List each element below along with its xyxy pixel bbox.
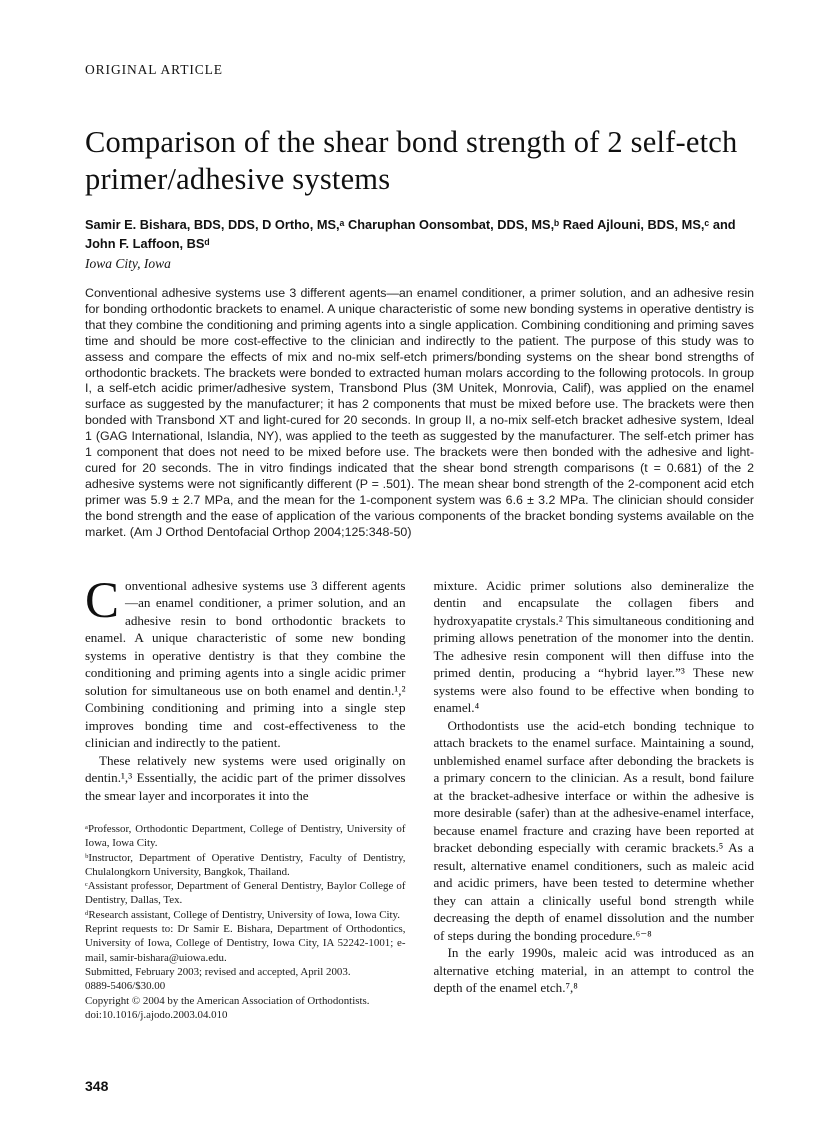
body-paragraph-text: onventional adhesive systems use 3 different agents—an enamel conditioner, a primer solution, and an adhesive resin to bond orthodontic brackets to enamel. A unique characteristic of some new bonding systems in operative dentistry is that they combine the conditioning and priming agents into a single acidic primer solution for simultaneous use on both enamel and dentin.¹,² Combining conditioning and priming into a single step improves bonding time and cost-effectiveness to the clinician and indirectly to the patient. xyxy=(85,577,406,750)
body-paragraph: Orthodontists use the acid-etch bonding technique to attach brackets to the enamel surface. Maintaining a sound, unblemished enamel surface after debonding the brackets is a primary concern to the clinician. As a result, bond failure at the bracket-adhesive interface or within the adhesive is more desirable (safer) than at the adhesive-enamel interface, because enamel fracture and crazing have been reported at bracket debonding especially with ceramic brackets.⁵ As a result, alternative enamel conditioners, such as maleic acid and acidic primers, have been tested to determine whether they can attain a clinically useful bond strength while decreasing the depth of enamel dissolution and the number of steps during the bonding procedure.⁶⁻⁸ xyxy=(433,717,754,943)
body-paragraph: mixture. Acidic primer solutions also demineralize the dentin and encapsulate the collagen fibers and hydroxyapatite crystals.² This simultaneous conditioning and priming allows penetration of the monomer into the dentin. The adhesive resin component will then diffuse into the primed dentin, producing a “hybrid layer.”³ These new systems were also found to be effective when bonding to enamel.⁴ xyxy=(433,577,754,715)
dropcap-letter: C xyxy=(85,572,120,629)
footnote-item: Reprint requests to: Dr Samir E. Bishara, Department of Orthodontics, University of Iowa, College of Dentistry, Iowa City, IA 52242-1001; e-mail, samir-bishara@uiowa.edu. xyxy=(85,923,406,964)
footnote-item: Submitted, February 2003; revised and accepted, April 2003. xyxy=(85,965,351,978)
footnote-item: ᵇInstructor, Department of Operative Dentistry, Faculty of Dentistry, Chulalongkorn University, Bangkok, Thailand. xyxy=(85,851,406,878)
body-paragraph xyxy=(85,572,406,752)
footnote-item: Copyright © 2004 by the American Association of Orthodontists. xyxy=(85,994,370,1007)
page-number: 348 xyxy=(85,1078,109,1094)
footnotes-block xyxy=(85,822,406,1022)
article-title: Comparison of the shear bond strength of 2 self-etch primer/adhesive systems xyxy=(85,125,738,196)
author-line: Samir E. Bishara, BDS, DDS, D Ortho, MS,ᵃ Charuphan Oonsombat, DDS, MS,ᵇ Raed Ajlouni, BDS, MS,ᶜ and John F. Laffoon, BSᵈ xyxy=(85,217,736,251)
abstract-text: Conventional adhesive systems use 3 different agents—an enamel conditioner, a primer solution, and an adhesive resin for bonding orthodontic brackets to enamel. A unique characteristic of some new bonding systems in operative dentistry is that they combine the conditioning and priming agents into a single application. Combining conditioning and priming saves time and should be more cost-effective to the clinician and indirectly to the patient. The purpose of this study was to assess and compare the effects of mix and no-mix self-etch primers/bonding systems on the shear bond strengths of orthodontic brackets. The brackets were bonded to extracted human molars according to the following protocols. In group I, a self-etch acidic primer/adhesive system, Transbond Plus (3M Unitek, Monrovia, Calif), was applied on the enamel surface as suggested by the manufacturer; it has 2 components that must be mixed before use. The brackets were then bonded with Transbond XT and light-cured for 20 seconds. In group II, a no-mix self-etch bracket adhesive system, Ideal 1 (GAG International, Islandia, NY), was applied to the teeth as suggested by the manufacturer. The self-etch primer has 1 component that does not need to be mixed before use. The brackets were then bonded with the adhesive and light-cured for 20 seconds. The in vitro findings indicated that the shear bond strength comparisons (t = 0.681) of the 2 adhesive systems were not significantly different (P = .501). The mean shear bond strength of the 2-component acid etch primer was 5.9 ± 2.7 MPa, and the mean for the 1-component system was 6.6 ± 3.2 MPa. The clinician should consider the bond strength and the ease of application of the various components of the bracket bonding systems available on the market. (Am J Orthod Dentofacial Orthop 2004;125:348-50) xyxy=(85,286,754,539)
footnote-item: ᵈResearch assistant, College of Dentistry, University of Iowa, Iowa City. xyxy=(85,908,401,921)
footnote-item: doi:10.1016/j.ajodo.2003.04.010 xyxy=(85,1008,228,1021)
affiliation-line: Iowa City, Iowa xyxy=(85,256,171,271)
footnote-item: ᵃProfessor, Orthodontic Department, College of Dentistry, University of Iowa, Iowa City. xyxy=(85,823,406,850)
footnote-item: 0889-5406/$30.00 xyxy=(85,980,166,993)
left-column xyxy=(85,572,406,1023)
footnote-item: ᶜAssistant professor, Department of General Dentistry, Baylor College of Dentistry, Dallas, Tex. xyxy=(85,880,406,907)
right-column xyxy=(434,577,755,1023)
body-paragraph: In the early 1990s, maleic acid was introduced as an alternative etching material, in an attempt to control the depth of the enamel etch.⁷,⁸ xyxy=(433,945,754,995)
body-paragraph: These relatively new systems were used originally on dentin.¹,³ Essentially, the acidic part of the primer dissolves the smear layer and incorporates it into the xyxy=(85,752,406,803)
section-label: ORIGINAL ARTICLE xyxy=(85,62,223,77)
body-columns xyxy=(85,572,754,1023)
